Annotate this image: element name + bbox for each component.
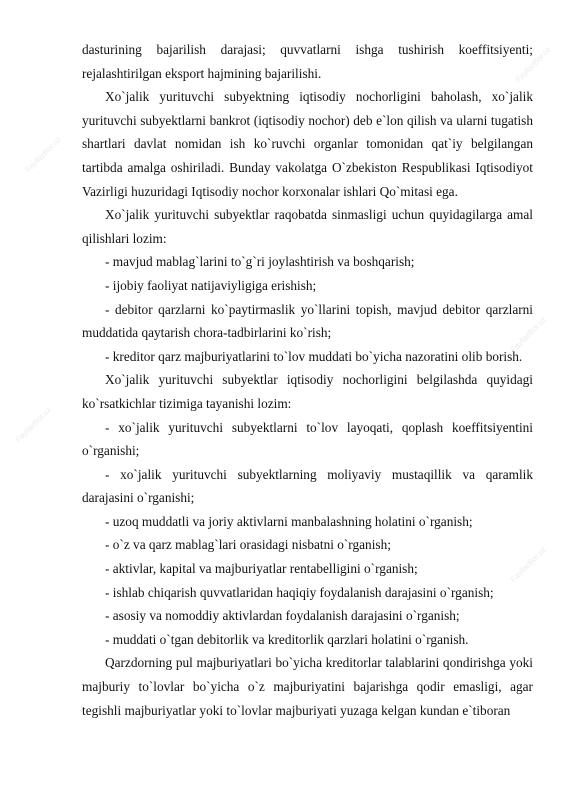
list-item: - debitor qarzlarni ko`paytirmaslik yo`llarini topish, mavjud debitor qarzlarni muddatida qaytarish chora-tadbirlarini ko`rish; (82, 301, 533, 341)
list-item: - xo`jalik yurituvchi subyektlarni to`lov layoqati, qoplash koeffitsiyentini o`rganishi; (82, 419, 533, 459)
paragraph: Xo`jalik yurituvchi subyektlar iqtisodiy nochorligini belgilashda quyidagi ko`rsatkichlar tizimiga tayanishi lozim: (82, 372, 533, 411)
list-item: - xo`jalik yurituvchi subyektlarning moliyaviy mustaqillik va qaramlik darajasini o`rganishi; (82, 466, 533, 506)
watermark: FayllarBor.uz (508, 544, 549, 585)
list-item: - aktivlar, kapital va majburiyatlar rentabelligini o`rganish; (105, 561, 418, 577)
paragraph: Xo`jalik yurituvchi subyektlar raqobatda sinmasligi uchun quyidagilarga amal qilishlari lozim: (82, 207, 533, 246)
list-item: - ijobiy faoliyat natijaviyligiga erishish; (105, 277, 317, 293)
list-item: - asosiy va nomoddiy aktivlardan foydalanish darajasini o`rganish; (105, 608, 460, 624)
document-page (82, 38, 533, 722)
list-item: - uzoq muddatli va joriy aktivlarni manbalashning holatini o`rganish; (105, 513, 473, 529)
watermark: FayllarBor.uz (508, 314, 549, 355)
list-item: - mavjud mablag`larini to`g`ri joylashtirish va boshqarish; (105, 254, 415, 270)
paragraph: dasturining bajarilish darajasi; quvvatlarni ishga tushirish koeffitsiyenti; rejalashtirilgan eksport hajmining bajarilishi. (82, 42, 533, 81)
list-item: - kreditor qarz majburiyatlarini to`lov muddati bo`yicha nazoratini olib borish. (105, 348, 523, 364)
paragraph: Qarzdorning pul majburiyatlari bo`yicha kreditorlar talablarini qondirishga yoki majburiy to`lovlar bo`yicha o`z majburiyatini bajarishga qodir emasligi, agar tegishli majburiyatlar yoki to`lovlar majburiyati yuzaga kelgan kundan e`tiboran (82, 655, 533, 718)
watermark: FayllarBor.uz (23, 134, 64, 175)
list-item: - ishlab chiqarish quvvatlaridan haqiqiy foydalanish darajasini o`rganish; (105, 584, 494, 600)
list-item: - muddati o`tgan debitorlik va kreditorlik qarzlari holatini o`rganish. (105, 631, 469, 647)
list-item: - o`z va qarz mablag`lari orasidagi nisbatni o`rganish; (105, 537, 391, 553)
paragraph: Xo`jalik yurituvchi subyektning iqtisodiy nochorligini baholash, xo`jalik yurituvchi subyektlarni bankrot (iqtisodiy nochor) deb e`lon qilish va ularni tugatish shartlari davlat nomidan ish ko`ruvchi organlar tomonidan qat`iy belgilangan tartibda amalga oshiriladi. Bunday vakolatga O`zbekiston Respublikasi Iqtisodiyot Vazirligi huzuridagi Iqtisodiy nochor korxonalar ishlari Qo`mitasi ega. (82, 89, 533, 199)
watermark: FayllarBor.uz (13, 404, 54, 445)
watermark: FayllarBor.uz (513, 44, 554, 85)
